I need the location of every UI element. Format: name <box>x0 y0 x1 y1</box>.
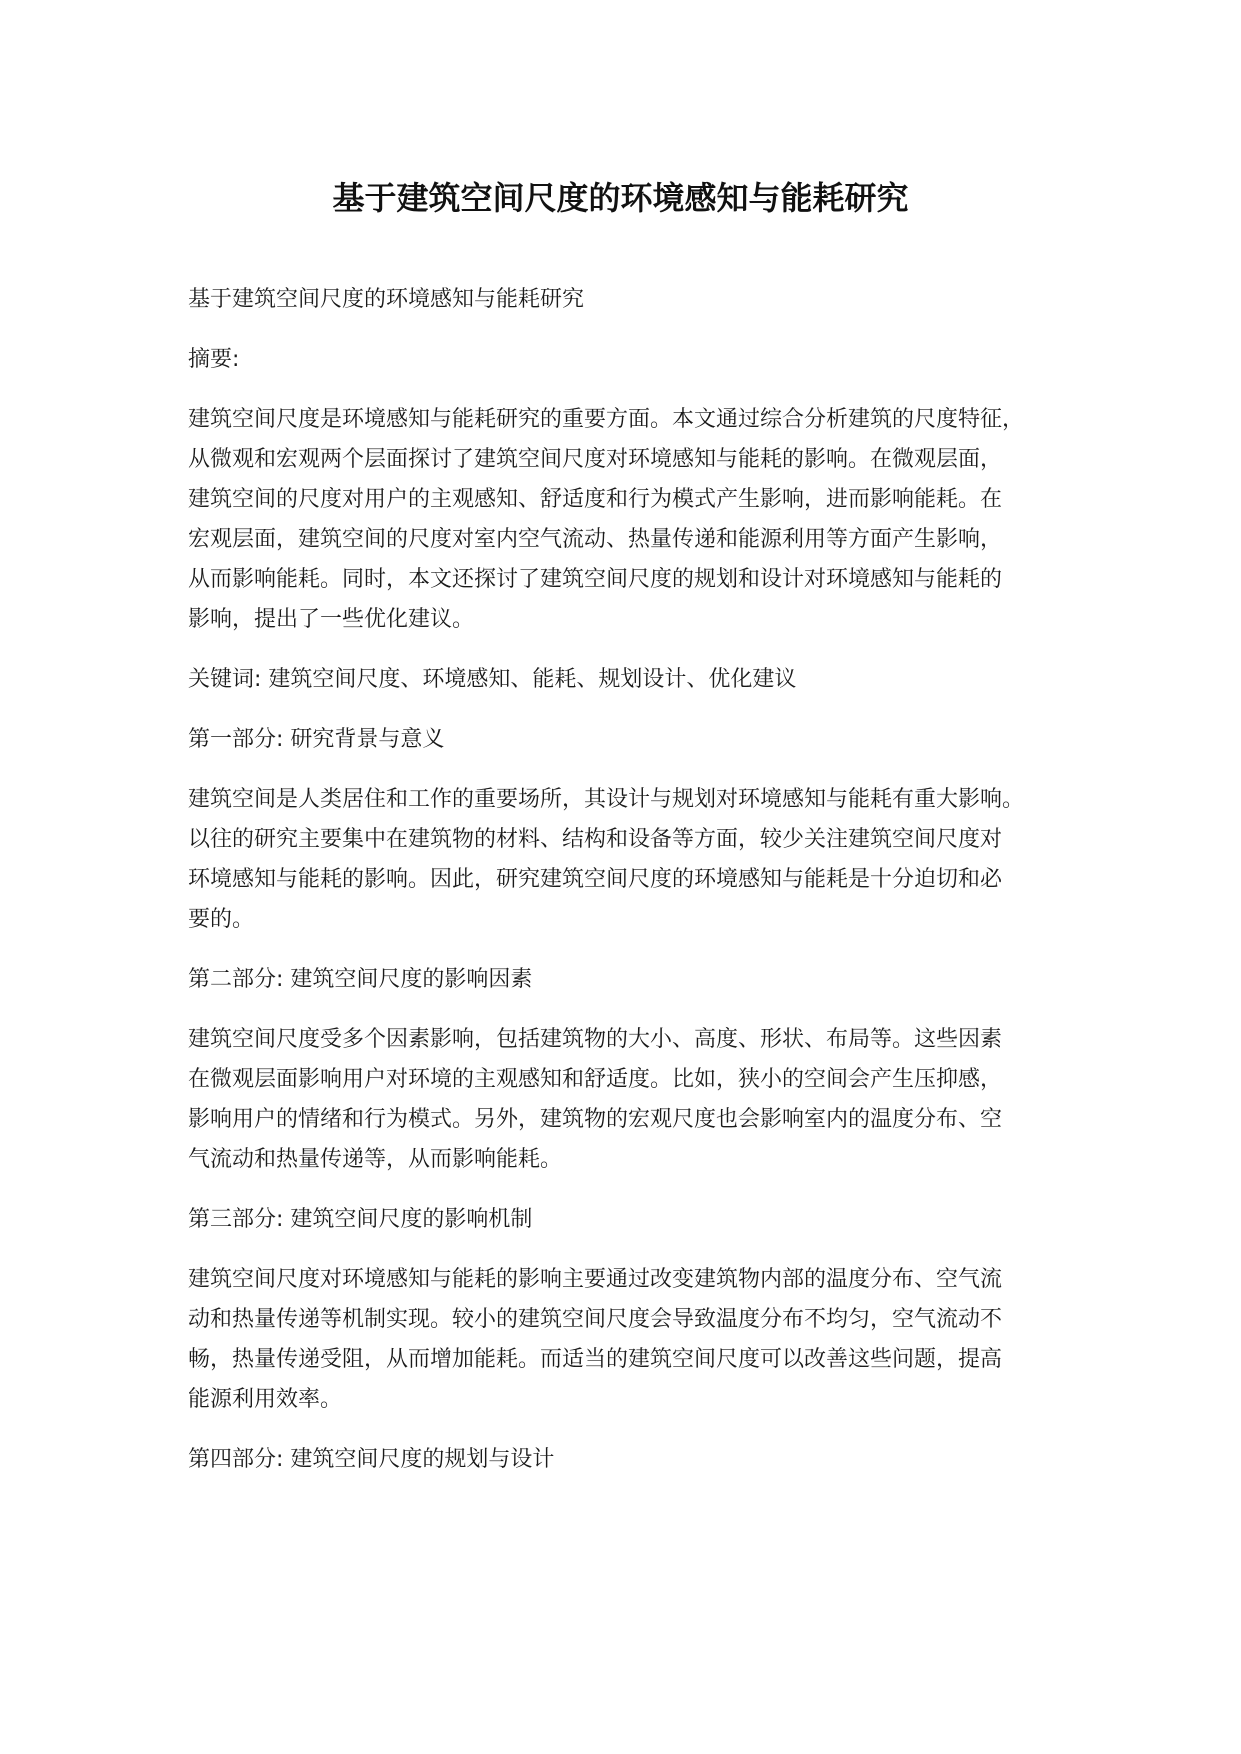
keywords-paragraph: 关键词: 建筑空间尺度、环境感知、能耗、规划设计、优化建议 <box>188 667 797 692</box>
section-line: 建筑空间尺度受多个因素影响，包括建筑物的大小、高度、形状、布局等。这些因素 <box>188 1027 1003 1052</box>
section-line: 影响用户的情绪和行为模式。另外，建筑物的宏观尺度也会影响室内的温度分布、空 <box>188 1107 1003 1132</box>
abstract-line: 从而影响能耗。同时，本文还探讨了建筑空间尺度的规划和设计对环境感知与能耗的 <box>188 567 1003 592</box>
section-line: 能源利用效率。 <box>188 1387 343 1412</box>
abstract-line: 宏观层面，建筑空间的尺度对室内空气流动、热量传递和能源利用等方面产生影响， <box>188 527 1003 552</box>
section-line: 以往的研究主要集中在建筑物的材料、结构和设备等方面，较少关注建筑空间尺度对 <box>188 827 1003 852</box>
section-line: 建筑空间是人类居住和工作的重要场所，其设计与规划对环境感知与能耗有重大影响。 <box>188 787 1025 812</box>
section-line: 环境感知与能耗的影响。因此，研究建筑空间尺度的环境感知与能耗是十分迫切和必 <box>188 867 1003 892</box>
document-body <box>188 280 1088 1500</box>
section-heading: 第二部分: 建筑空间尺度的影响因素 <box>188 967 533 992</box>
section-paragraph <box>188 1020 1088 1180</box>
section-heading: 第三部分: 建筑空间尺度的影响机制 <box>188 1207 533 1232</box>
abstract-line: 影响，提出了一些优化建议。 <box>188 607 475 632</box>
section-heading: 第一部分: 研究背景与意义 <box>188 727 445 752</box>
abstract-line: 从微观和宏观两个层面探讨了建筑空间尺度对环境感知与能耗的影响。在微观层面， <box>188 447 1003 472</box>
section-line: 畅，热量传递受阻，从而增加能耗。而适当的建筑空间尺度可以改善这些问题，提高 <box>188 1347 1003 1372</box>
section-line: 动和热量传递等机制实现。较小的建筑空间尺度会导致温度分布不均匀，空气流动不 <box>188 1307 1003 1332</box>
abstract-line: 建筑空间的尺度对用户的主观感知、舒适度和行为模式产生影响，进而影响能耗。在 <box>188 487 1003 512</box>
section-line: 在微观层面影响用户对环境的主观感知和舒适度。比如，狭小的空间会产生压抑感， <box>188 1067 1003 1092</box>
document-title: 基于建筑空间尺度的环境感知与能耗研究 <box>332 179 909 217</box>
abstract-line: 建筑空间尺度是环境感知与能耗研究的重要方面。本文通过综合分析建筑的尺度特征， <box>188 407 1025 432</box>
section-paragraph <box>188 780 1088 940</box>
section-line: 气流动和热量传递等，从而影响能耗。 <box>188 1147 563 1172</box>
section-paragraph <box>188 1260 1088 1420</box>
abstract-label: 摘要: <box>188 347 240 372</box>
section-line: 建筑空间尺度对环境感知与能耗的影响主要通过改变建筑物内部的温度分布、空气流 <box>188 1267 1003 1292</box>
section-line: 要的。 <box>188 907 255 932</box>
abstract-paragraph <box>188 400 1088 640</box>
subtitle-paragraph: 基于建筑空间尺度的环境感知与能耗研究 <box>188 287 585 312</box>
section-heading: 第四部分: 建筑空间尺度的规划与设计 <box>188 1447 555 1472</box>
